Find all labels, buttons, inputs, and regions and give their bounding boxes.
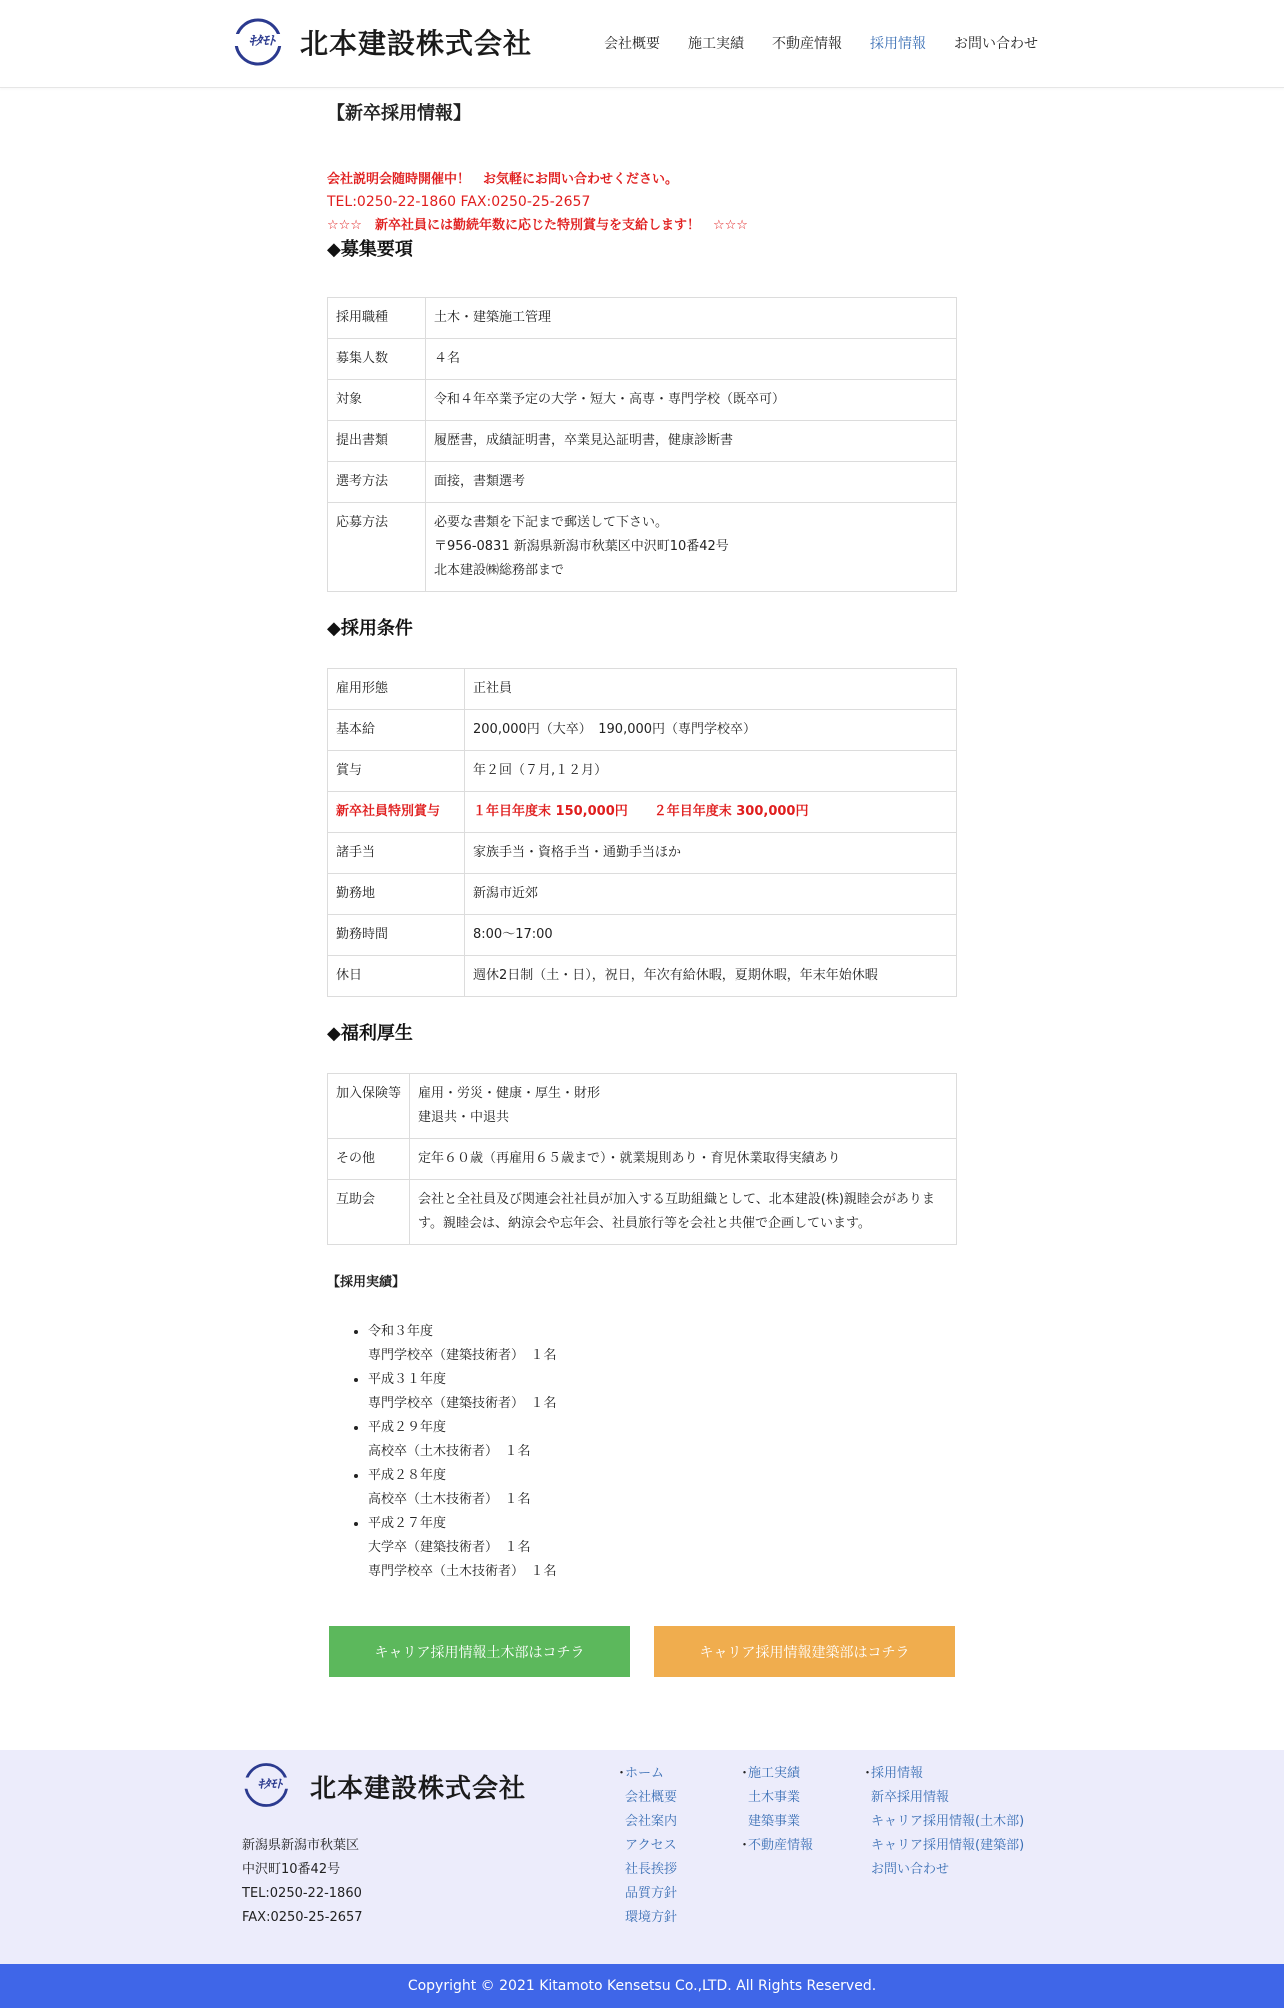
address-line: 中沢町10番42号 xyxy=(242,1862,341,1877)
table-value: 履歴書，成績証明書，卒業見込証明書，健康診断書 xyxy=(426,421,957,462)
table-key: 休日 xyxy=(328,956,465,997)
table-key: 諸手当 xyxy=(328,833,465,874)
table-key: 選考方法 xyxy=(328,462,426,503)
section-heading-welfare: ◆福利厚生 xyxy=(327,1023,413,1044)
table-row xyxy=(328,669,957,710)
welfare-table xyxy=(327,1073,957,1245)
table-value: 会社と全社員及び関連会社社員が加入する互助組織として、北本建設(株)親睦会があります。親睦会は、納涼会や忘年会、社員旅行等を会社と共催で企画しています。 xyxy=(410,1180,957,1245)
bullet-icon: ・ xyxy=(738,1838,752,1853)
achievement-detail: 専門学校卒（建築技術者） １名 xyxy=(368,1348,557,1363)
apply-instruction: 必要な書類を下記まで郵送して下さい。 xyxy=(434,515,669,530)
site-header xyxy=(0,0,1284,88)
bullet-icon: ・ xyxy=(615,1766,629,1781)
table-row xyxy=(328,462,957,503)
footer-link[interactable]: キャリア採用情報(建築部) xyxy=(871,1838,1025,1853)
address-line: 新潟県新潟市秋葉区 xyxy=(242,1838,360,1853)
footer-tel: TEL:0250-22-1860 xyxy=(242,1886,362,1901)
site-footer xyxy=(0,1750,1284,1964)
list-item xyxy=(368,1368,957,1416)
table-key: 応募方法 xyxy=(328,503,426,592)
table-key: その他 xyxy=(328,1139,410,1180)
table-row xyxy=(328,380,957,421)
table-key: 基本給 xyxy=(328,710,465,751)
footer-link-works[interactable]: 施工実績 xyxy=(748,1766,801,1781)
nav-item-realestate[interactable]: 不動産情報 xyxy=(772,36,842,52)
logo-mark-icon xyxy=(232,16,292,68)
table-row xyxy=(328,1074,957,1139)
career-civil-button[interactable]: キャリア採用情報土木部はコチラ xyxy=(329,1626,630,1677)
footer-link[interactable]: アクセス xyxy=(625,1838,677,1853)
footer-logo[interactable] xyxy=(242,1760,526,1812)
footer-link[interactable]: キャリア採用情報(土木部) xyxy=(871,1814,1025,1829)
footer-link[interactable]: 新卒採用情報 xyxy=(871,1790,950,1805)
footer-link-realestate[interactable]: 不動産情報 xyxy=(748,1838,814,1853)
table-row xyxy=(328,792,957,833)
achievement-detail: 専門学校卒（土木技術者） １名 xyxy=(368,1564,557,1579)
achievement-year: • 平成２８年度 xyxy=(368,1468,447,1483)
site-logo[interactable] xyxy=(232,14,532,70)
table-value: 令和４年卒業予定の大学・短大・高専・専門学校（既卒可） xyxy=(426,380,957,421)
section-heading-recruit: ◆募集要項 xyxy=(327,239,413,260)
table-row xyxy=(328,1180,957,1245)
logo-mark-icon xyxy=(242,1760,302,1812)
svg-text:ｷﾀﾓﾄ: ｷﾀﾓﾄ xyxy=(257,1776,283,1791)
table-value: 家族手当・資格手当・通勤手当ほか xyxy=(465,833,957,874)
footer-address xyxy=(242,1834,363,1930)
table-row xyxy=(328,915,957,956)
table-key: 互助会 xyxy=(328,1180,410,1245)
footer-link-home[interactable]: ホーム xyxy=(625,1766,665,1781)
footer-nav-col-3 xyxy=(861,1762,1025,1882)
table-row xyxy=(328,339,957,380)
main-nav xyxy=(604,33,1066,53)
footer-link[interactable]: 会社案内 xyxy=(625,1814,678,1829)
list-item xyxy=(368,1464,957,1512)
table-value: 週休2日制（土・日），祝日，年次有給休暇，夏期休暇，年末年始休暇 xyxy=(465,956,957,997)
footer-company-name: 北本建設株式会社 xyxy=(310,1773,527,1804)
table-row xyxy=(328,298,957,339)
footer-link[interactable]: 社長挨拶 xyxy=(625,1862,678,1877)
table-row xyxy=(328,710,957,751)
nav-item-recruit[interactable]: 採用情報 xyxy=(870,36,926,52)
footer-link[interactable]: 土木事業 xyxy=(748,1790,801,1805)
table-row xyxy=(328,1139,957,1180)
company-name: 北本建設株式会社 xyxy=(300,27,533,60)
apply-address: 〒956-0831 新潟県新潟市秋葉区中沢町10番42号 xyxy=(434,539,729,554)
table-key: 新卒社員特別賞与 xyxy=(328,792,465,833)
insurance-line: 建退共・中退共 xyxy=(418,1110,510,1125)
bullet-icon: ・ xyxy=(861,1766,875,1781)
footer-link[interactable]: お問い合わせ xyxy=(871,1862,950,1877)
table-key: 対象 xyxy=(328,380,426,421)
list-item xyxy=(368,1320,957,1368)
table-key: 採用職種 xyxy=(328,298,426,339)
table-value: 新潟市近郊 xyxy=(465,874,957,915)
notice-bonus: ☆☆☆ 新卒社員には勤続年数に応じた特別賞与を支給します！ ☆☆☆ xyxy=(327,218,748,233)
apply-recipient: 北本建設㈱総務部まで xyxy=(434,563,565,578)
table-row xyxy=(328,833,957,874)
recruit-notice xyxy=(327,168,957,237)
table-row xyxy=(328,503,957,592)
achievements-title: 【採用実績】 xyxy=(327,1275,406,1290)
table-value: 8:00～17:00 xyxy=(465,915,957,956)
notice-seminar: 会社説明会随時開催中！ お気軽にお問い合わせください。 xyxy=(327,172,679,187)
table-key: 賞与 xyxy=(328,751,465,792)
table-value xyxy=(410,1074,957,1139)
table-value: 面接，書類選考 xyxy=(426,462,957,503)
table-row xyxy=(328,874,957,915)
table-value: 年２回（７月,１２月） xyxy=(465,751,957,792)
recruit-table xyxy=(327,297,957,592)
footer-link[interactable]: 環境方針 xyxy=(625,1910,678,1925)
table-row xyxy=(328,751,957,792)
footer-link-recruit[interactable]: 採用情報 xyxy=(871,1766,924,1781)
svg-text:ｷﾀﾓﾄ: ｷﾀﾓﾄ xyxy=(249,34,275,49)
achievement-detail: 大学卒（建築技術者） １名 xyxy=(368,1540,531,1555)
main-content xyxy=(327,102,957,1677)
achievement-detail: 専門学校卒（建築技術者） １名 xyxy=(368,1396,557,1411)
achievement-year: • 平成２９年度 xyxy=(368,1420,447,1435)
table-key: 勤務地 xyxy=(328,874,465,915)
table-key: 加入保険等 xyxy=(328,1074,410,1139)
table-value: 定年６０歳（再雇用６５歳まで）・就業規則あり・育児休業取得実績あり xyxy=(410,1139,957,1180)
table-value: 土木・建築施工管理 xyxy=(426,298,957,339)
bullet-icon: ・ xyxy=(738,1766,752,1781)
conditions-table xyxy=(327,668,957,997)
footer-nav-col-2 xyxy=(738,1762,814,1858)
footer-fax: FAX:0250-25-2657 xyxy=(242,1910,363,1925)
footer-link[interactable]: 品質方針 xyxy=(625,1886,678,1901)
notice-contact: TEL:0250-22-1860 FAX:0250-25-2657 xyxy=(327,194,591,210)
achievements-list xyxy=(368,1320,957,1584)
section-heading-conditions: ◆採用条件 xyxy=(327,618,413,639)
achievement-year: • 平成３１年度 xyxy=(368,1372,447,1387)
list-item xyxy=(368,1512,957,1584)
table-value: １年目年度末 150,000円 ２年目年度末 300,000円 xyxy=(465,792,957,833)
list-item xyxy=(368,1416,957,1464)
achievement-detail: 高校卒（土木技術者） １名 xyxy=(368,1444,531,1459)
insurance-line: 雇用・労災・健康・厚生・財形 xyxy=(418,1086,601,1101)
achievement-detail: 高校卒（土木技術者） １名 xyxy=(368,1492,531,1507)
career-architecture-button[interactable]: キャリア採用情報建築部はコチラ xyxy=(654,1626,955,1677)
page-title: 【新卒採用情報】 xyxy=(327,103,471,124)
table-value xyxy=(426,503,957,592)
table-key: 雇用形態 xyxy=(328,669,465,710)
table-key: 募集人数 xyxy=(328,339,426,380)
table-value: 正社員 xyxy=(465,669,957,710)
achievement-year: • 平成２７年度 xyxy=(368,1516,447,1531)
table-row xyxy=(328,421,957,462)
footer-link[interactable]: 会社概要 xyxy=(625,1790,678,1805)
footer-nav-col-1 xyxy=(615,1762,678,1930)
nav-item-contact[interactable]: お問い合わせ xyxy=(954,36,1038,52)
table-value: 200,000円（大卒） 190,000円（専門学校卒） xyxy=(465,710,957,751)
table-key: 提出書類 xyxy=(328,421,426,462)
nav-item-company[interactable]: 会社概要 xyxy=(604,36,660,52)
table-value: ４名 xyxy=(426,339,957,380)
footer-link[interactable]: 建築事業 xyxy=(748,1814,801,1829)
achievement-year: • 令和３年度 xyxy=(368,1324,434,1339)
career-buttons xyxy=(327,1626,957,1677)
nav-item-works[interactable]: 施工実績 xyxy=(688,36,744,52)
copyright-bar: Copyright © 2021 Kitamoto Kensetsu Co.,LTD. All Rights Reserved. xyxy=(0,1964,1284,2008)
table-key: 勤務時間 xyxy=(328,915,465,956)
table-row xyxy=(328,956,957,997)
